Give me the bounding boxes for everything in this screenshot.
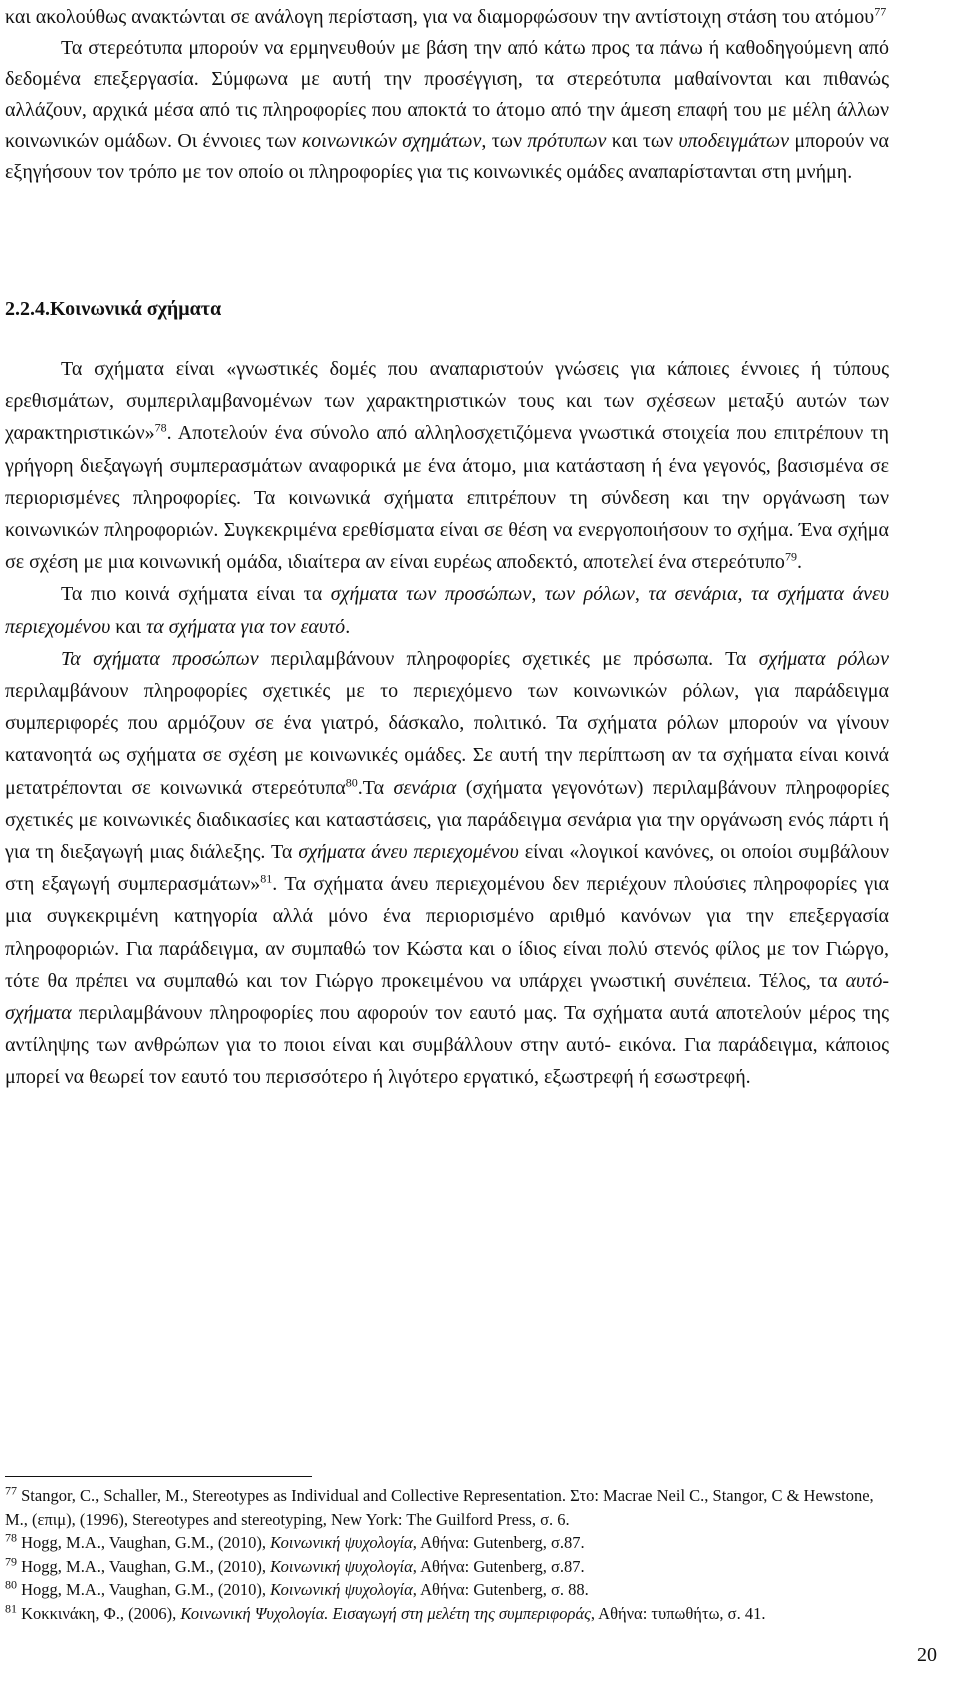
- footnotes: [5, 1484, 889, 1625]
- body-text-top: [5, 2, 889, 188]
- section-heading: 2.2.4.Κοινωνικά σχήματα: [5, 298, 222, 320]
- footnote-81: $^{81}$ Κοκκινάκη, Φ., (2006), Κοινωνική Ψυχολογία. Εισαγωγή στη μελέτη της συμπεριφοράς, Αθήνα: τυπωθήτω, σ. 41.: [5, 1601, 766, 1623]
- paragraph-stereotypes: Τα στερεότυπα μπορούν να ερμηνευθούν με βάση την από κάτω προς τα πάνω ή καθοδηγούμενη από δεδομένα επεξεργασία. Σύμφωνα με αυτή την προσέγγιση, τα στερεότυπα μαθαίνονται και πιθανώς αλλάζουν, αρχικά μέσα από τις πληροφορίες που αποκτά το άτομο από την άμεση επαφή του με μέλη άλλων κοινωνικών ομάδων. Οι έννοιες των κοινωνικών σχημάτων, των πρότυπων και των υποδειγμάτων μπορούν να εξηγήσουν τον τρόπο με τον οποίο οι πληροφορίες για τις κοινωνικές ομάδες αναπαρίστανται στη μνήμη.: [5, 37, 889, 183]
- paragraph-continuation: και ακολούθως ανακτώνται σε ανάλογη περίσταση, για να διαμορφώσουν την αντίστοιχη στάση του ατόμου$^{77}$: [5, 4, 887, 28]
- footnote-ref-79: 79: [784, 549, 797, 564]
- footnote-78: $^{78}$ Hogg, M.A., Vaughan, G.M., (2010), Κοινωνική ψυχολογία, Αθήνα: Gutenberg, σ.87.: [5, 1530, 585, 1552]
- footnote-ref-81: 81: [260, 871, 273, 886]
- page-number: 20: [917, 1644, 937, 1666]
- footnote-ref-78: 78: [154, 420, 167, 435]
- footnote-ref-80: 80: [345, 774, 358, 789]
- footnote-77: $^{77}$ Stangor, C., Schaller, M., Stereotypes as Individual and Collective Representation. Στο: Macrae Neil C., Stangor, C & Hewstone, M., (επιμ), (1996), Stereotypes and stereotyping, New York: The Guilford Press, σ. 6.: [5, 1483, 874, 1529]
- footnote-separator: [5, 1476, 312, 1477]
- paragraph-common-schemas: Τα πιο κοινά σχήματα είναι τα σχήματα των προσώπων, των ρόλων, τα σενάρια, τα σχήματα άνευ περιεχομένου και τα σχήματα για τον εαυτό.: [5, 583, 890, 638]
- footnote-80: $^{80}$ Hogg, M.A., Vaughan, G.M., (2010), Κοινωνική ψυχολογία, Αθήνα: Gutenberg, σ. 88.: [5, 1577, 589, 1599]
- paragraph-schema-types: Τα σχήματα προσώπων περιλαμβάνουν πληροφορίες σχετικές με πρόσωπα. Τα σχήματα ρόλων περιλαμβάνουν πληροφορίες σχετικές με το περιεχόμενο των κοινωνικών ρόλων, για παράδειγμα συμπεριφορές που αρμόζουν σε ένα γιατρό, δάσκαλο, πολιτικό. Τα σχήματα ρόλων μπορούν να γίνουν κατανοητά ως σχήματα σε σχέση με κοινωνικές ομάδες. Σε αυτή την περίπτωση αν τα σχήματα είναι κοινά μετατρέπονται σε κοινωνικά στερεότυπα$^{80}$.Τα σενάρια (σχήματα γεγονότων) περιλαμβάνουν πληροφορίες σχετικές με κοινωνικές διαδικασίες και καταστάσεις, για παράδειγμα σενάρια για την οργάνωση ενός πάρτι ή για τη διεξαγωγή μιας διάλεξης. Τα σχήματα άνευ περιεχομένου είναι «λογικοί κανόνες, οι οποίοι συμβάλουν στη εξαγωγή συμπερασμάτων»$^{81}$. Τα σχήματα άνευ περιεχομένου δεν περιέχουν πλούσιες πληροφορίες για μια συγκεκριμένη κατηγορία αλλά μόνο ένα περιορισμένο αριθμό κανόνων για την επεξεργασία πληροφοριών. Για παράδειγμα, αν συμπαθώ τον Κώστα και ο ίδιος είναι πολύ στενός φίλος με τον Γιώργο, τότε θα πρέπει να συμπαθώ και τον Γιώργο προκειμένου να υπάρχει γνωστική συνέπεια. Τέλος, τα αυτό- σχήματα περιλαμβάνουν πληροφορίες που αφορούν τον εαυτό μας. Τα σχήματα αυτά αποτελούν μέρος της αντίληψης των ανθρώπων για το ποιοι είναι και συμβάλλουν στην αυτό- εικόνα. Για παράδειγμα, κάποιος μπορεί να θεωρεί τον εαυτό του περισσότερο ή λιγότερο εργατικό, εξωστρεφή ή εσωστρεφή.: [5, 647, 889, 1089]
- footnote-79: $^{79}$ Hogg, M.A., Vaughan, G.M., (2010), Κοινωνική ψυχολογία, Αθήνα: Gutenberg, σ.87.: [5, 1554, 585, 1576]
- footnote-ref-77: 77: [874, 4, 887, 19]
- paragraph-schemas-definition: Τα σχήματα είναι «γνωστικές δομές που αναπαριστούν γνώσεις για κάποιες έννοιες ή τύπους ερεθισμάτων, συμπεριλαμβανομένων των χαρακτηριστικών τους και των σχέσεων μεταξύ αυτών των χαρακτηριστικών»$^{78}$. Αποτελούν ένα σύνολο από αλληλοσχετιζόμενα γνωστικά στοιχεία που επιτρέπουν τη γρήγορη διεξαγωγή συμπερασμάτων αναφορικά με ένα άτομο, μια κατάσταση ή ένα γεγονός, βασισμένα σε περιορισμένες πληροφορίες. Τα κοινωνικά σχήματα επιτρέπουν τη σύνδεση και την οργάνωση των κοινωνικών πληροφοριών. Συγκεκριμένα ερεθίσματα είναι σε θέση να ενεργοποιήσουν το σχήμα. Ένα σχήμα σε σχέση με μια κοινωνική ομάδα, ιδιαίτερα αν είναι ευρέως αποδεκτό, αποτελεί ένα στερεότυπο$^{79}$.: [5, 358, 889, 574]
- body-text-schemas: [5, 353, 889, 1094]
